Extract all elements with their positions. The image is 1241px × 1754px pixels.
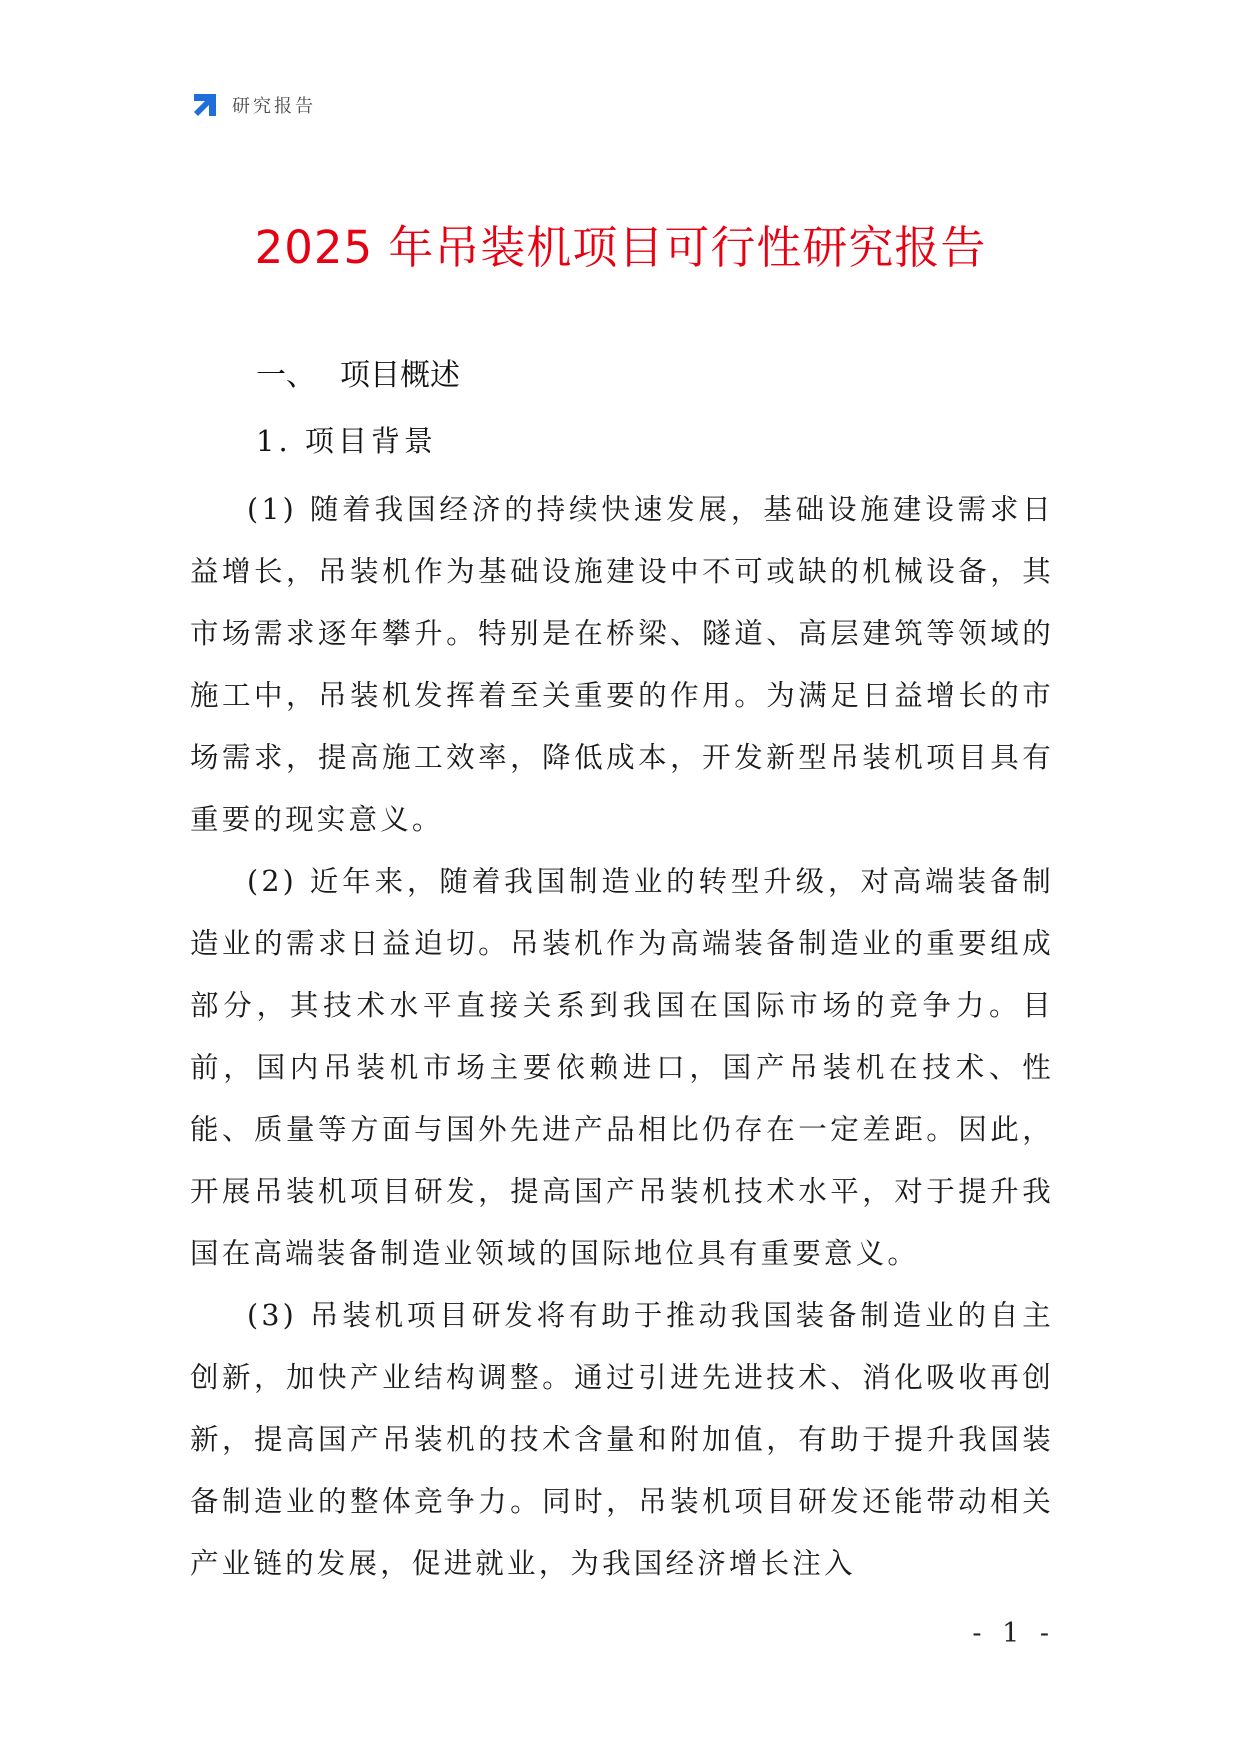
section-number: 一、 [256,358,316,393]
paragraph: (1) 随着我国经济的持续快速发展，基础设施建设需求日益增长，吊装机作为基础设施建设中不可或缺的机械设备，其市场需求逐年攀升。特别是在桥梁、隧道、高层建筑等领域的施工中，吊装机发挥着至关重要的作用。为满足日益增长的市场需求，提高施工效率，降低成本，开发新型吊装机项目具有重要的现实意义。 [190,493,1054,836]
section-title: 项目概述 [340,358,460,393]
header-label: 研究报告 [232,96,316,117]
page-number: - 1 - [972,1618,1055,1649]
report-header [190,88,316,122]
subsection-heading: 1. 项目背景 [256,424,437,458]
section-heading [256,355,460,397]
paragraph: (3) 吊装机项目研发将有助于推动我国装备制造业的自主创新，加快产业结构调整。通过引进先进技术、消化吸收再创新，提高国产吊装机的技术含量和附加值，有助于提升我国装备制造业的整体竞争力。同时，吊装机项目研发还能带动相关产业链的发展，促进就业，为我国经济增长注入 [190,1299,1054,1580]
arrow-up-right-icon [190,90,220,120]
document-title: 2025 年吊装机项目可行性研究报告 [254,221,987,274]
body-text [190,479,1054,1595]
paragraph: (2) 近年来，随着我国制造业的转型升级，对高端装备制造业的需求日益迫切。吊装机作为高端装备制造业的重要组成部分，其技术水平直接关系到我国在国际市场的竞争力。目前，国内吊装机市场主要依赖进口，国产吊装机在技术、性能、质量等方面与国外先进产品相比仍存在一定差距。因此，开展吊装机项目研发，提高国产吊装机技术水平，对于提升我国在高端装备制造业领域的国际地位具有重要意义。 [190,865,1054,1270]
